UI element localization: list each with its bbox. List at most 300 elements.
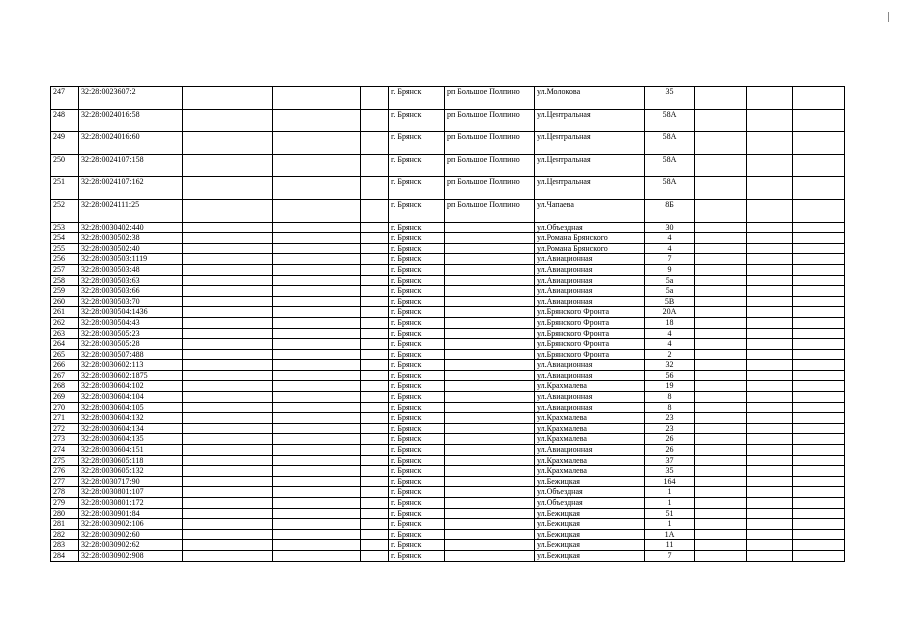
empty-cell [183,476,273,487]
house-number-cell: 7 [645,254,695,265]
row-number-cell: 266 [51,360,79,371]
settlement-cell [445,275,535,286]
street-cell: ул.Авиационная [535,254,645,265]
empty-cell [793,540,845,551]
empty-cell [695,360,747,371]
row-number-cell: 270 [51,402,79,413]
cadastral-number-cell: 32:28:0030604:135 [79,434,183,445]
empty-cell [361,550,389,561]
empty-cell [747,177,793,200]
settlement-cell [445,392,535,403]
empty-cell [793,109,845,132]
empty-cell [361,487,389,498]
empty-cell [273,109,361,132]
empty-cell [361,519,389,530]
settlement-cell [445,360,535,371]
empty-cell [361,349,389,360]
street-cell: ул.Центральная [535,177,645,200]
settlement-cell [445,550,535,561]
empty-cell [793,466,845,477]
empty-cell [273,328,361,339]
cadastral-number-cell: 32:28:0030503:63 [79,275,183,286]
empty-cell [695,392,747,403]
house-number-cell: 23 [645,423,695,434]
settlement-cell [445,254,535,265]
empty-cell [361,540,389,551]
empty-cell [361,199,389,222]
cadastral-number-cell: 32:28:0030502:38 [79,233,183,244]
empty-cell [793,423,845,434]
empty-cell [747,154,793,177]
house-number-cell: 26 [645,434,695,445]
empty-cell [183,508,273,519]
house-number-cell: 20А [645,307,695,318]
empty-cell [695,307,747,318]
street-cell: ул.Авиационная [535,402,645,413]
row-number-cell: 262 [51,317,79,328]
empty-cell [183,360,273,371]
street-cell: ул.Центральная [535,132,645,155]
empty-cell [747,392,793,403]
table-row [51,519,845,530]
cadastral-number-cell: 32:28:0030605:118 [79,455,183,466]
cadastral-number-cell: 32:28:0030504:1436 [79,307,183,318]
empty-cell [273,254,361,265]
empty-cell [695,445,747,456]
empty-cell [747,199,793,222]
table-row [51,199,845,222]
settlement-cell [445,402,535,413]
city-cell: г. Брянск [389,275,445,286]
table-row [51,370,845,381]
empty-cell [273,423,361,434]
row-number-cell: 259 [51,286,79,297]
empty-cell [361,434,389,445]
settlement-cell [445,540,535,551]
settlement-cell [445,349,535,360]
empty-cell [695,154,747,177]
city-cell: г. Брянск [389,132,445,155]
city-cell: г. Брянск [389,466,445,477]
house-number-cell: 2 [645,349,695,360]
empty-cell [361,529,389,540]
empty-cell [183,317,273,328]
empty-cell [793,296,845,307]
table-row [51,529,845,540]
settlement-cell [445,233,535,244]
house-number-cell: 8Б [645,199,695,222]
empty-cell [695,264,747,275]
empty-cell [793,508,845,519]
empty-cell [273,508,361,519]
empty-cell [273,296,361,307]
table-row [51,307,845,318]
house-number-cell: 32 [645,360,695,371]
empty-cell [273,154,361,177]
cadastral-number-cell: 32:28:0030604:105 [79,402,183,413]
house-number-cell: 58А [645,154,695,177]
cadastral-register-table [50,86,845,562]
empty-cell [793,132,845,155]
house-number-cell: 11 [645,540,695,551]
row-number-cell: 256 [51,254,79,265]
street-cell: ул.Чапаева [535,199,645,222]
city-cell: г. Брянск [389,392,445,403]
empty-cell [695,423,747,434]
empty-cell [183,392,273,403]
empty-cell [695,402,747,413]
empty-cell [747,275,793,286]
row-number-cell: 247 [51,87,79,110]
empty-cell [183,296,273,307]
empty-cell [695,87,747,110]
empty-cell [747,339,793,350]
city-cell: г. Брянск [389,550,445,561]
empty-cell [183,109,273,132]
street-cell: ул.Бежицкая [535,508,645,519]
cadastral-number-cell: 32:28:0024016:58 [79,109,183,132]
city-cell: г. Брянск [389,402,445,413]
empty-cell [361,243,389,254]
empty-cell [793,455,845,466]
city-cell: г. Брянск [389,87,445,110]
empty-cell [273,243,361,254]
city-cell: г. Брянск [389,349,445,360]
empty-cell [361,275,389,286]
empty-cell [695,466,747,477]
empty-cell [273,199,361,222]
street-cell: ул.Бежицкая [535,476,645,487]
empty-cell [183,498,273,509]
street-cell: ул.Брянского Фронта [535,349,645,360]
table-row [51,275,845,286]
city-cell: г. Брянск [389,254,445,265]
empty-cell [361,423,389,434]
table-row [51,254,845,265]
empty-cell [361,307,389,318]
row-number-cell: 279 [51,498,79,509]
empty-cell [695,328,747,339]
row-number-cell: 271 [51,413,79,424]
settlement-cell [445,434,535,445]
empty-cell [695,349,747,360]
empty-cell [273,445,361,456]
house-number-cell: 7 [645,550,695,561]
empty-cell [361,413,389,424]
cadastral-number-cell: 32:28:0024107:162 [79,177,183,200]
cadastral-number-cell: 32:28:0030717:90 [79,476,183,487]
house-number-cell: 58А [645,132,695,155]
empty-cell [695,317,747,328]
table-row [51,286,845,297]
cadastral-number-cell: 32:28:0030801:107 [79,487,183,498]
street-cell: ул.Крахмалева [535,455,645,466]
city-cell: г. Брянск [389,508,445,519]
street-cell: ул.Бежицкая [535,529,645,540]
empty-cell [695,233,747,244]
row-number-cell: 280 [51,508,79,519]
empty-cell [361,233,389,244]
row-number-cell: 278 [51,487,79,498]
city-cell: г. Брянск [389,455,445,466]
empty-cell [793,339,845,350]
city-cell: г. Брянск [389,199,445,222]
empty-cell [273,317,361,328]
settlement-cell [445,423,535,434]
empty-cell [747,109,793,132]
city-cell: г. Брянск [389,381,445,392]
empty-cell [793,222,845,233]
cadastral-number-cell: 32:28:0030902:62 [79,540,183,551]
table-row [51,455,845,466]
settlement-cell [445,286,535,297]
empty-cell [183,349,273,360]
empty-cell [183,445,273,456]
table-row [51,177,845,200]
empty-cell [747,540,793,551]
empty-cell [747,233,793,244]
house-number-cell: 8 [645,392,695,403]
empty-cell [361,466,389,477]
table-row [51,508,845,519]
city-cell: г. Брянск [389,445,445,456]
settlement-cell [445,529,535,540]
empty-cell [361,360,389,371]
table-row [51,296,845,307]
street-cell: ул.Авиационная [535,392,645,403]
empty-cell [273,286,361,297]
row-number-cell: 274 [51,445,79,456]
empty-cell [361,87,389,110]
empty-cell [183,275,273,286]
table-row [51,109,845,132]
city-cell: г. Брянск [389,360,445,371]
empty-cell [793,286,845,297]
empty-cell [793,349,845,360]
cadastral-number-cell: 32:28:0030801:172 [79,498,183,509]
row-number-cell: 276 [51,466,79,477]
settlement-cell: рп Большое Полпино [445,199,535,222]
empty-cell [273,529,361,540]
empty-cell [361,264,389,275]
empty-cell [183,87,273,110]
cadastral-number-cell: 32:28:0024016:60 [79,132,183,155]
row-number-cell: 268 [51,381,79,392]
empty-cell [273,349,361,360]
empty-cell [273,455,361,466]
empty-cell [183,455,273,466]
house-number-cell: 164 [645,476,695,487]
street-cell: ул.Романа Брянского [535,233,645,244]
cadastral-number-cell: 32:28:0030503:70 [79,296,183,307]
row-number-cell: 253 [51,222,79,233]
empty-cell [747,317,793,328]
empty-cell [183,154,273,177]
house-number-cell: 8 [645,402,695,413]
cadastral-number-cell: 32:28:0024111:25 [79,199,183,222]
empty-cell [361,370,389,381]
settlement-cell: рп Большое Полпино [445,154,535,177]
cadastral-number-cell: 32:28:0030602:113 [79,360,183,371]
empty-cell [361,154,389,177]
empty-cell [273,360,361,371]
empty-cell [273,466,361,477]
empty-cell [183,529,273,540]
table-row [51,392,845,403]
street-cell: ул.Авиационная [535,370,645,381]
city-cell: г. Брянск [389,307,445,318]
empty-cell [273,177,361,200]
table-row [51,413,845,424]
street-cell: ул.Авиационная [535,264,645,275]
empty-cell [183,413,273,424]
house-number-cell: 26 [645,445,695,456]
row-number-cell: 260 [51,296,79,307]
row-number-cell: 258 [51,275,79,286]
cadastral-number-cell: 32:28:0030504:43 [79,317,183,328]
row-number-cell: 261 [51,307,79,318]
empty-cell [695,286,747,297]
empty-cell [747,423,793,434]
empty-cell [361,498,389,509]
empty-cell [695,275,747,286]
row-number-cell: 283 [51,540,79,551]
table-row [51,402,845,413]
empty-cell [361,317,389,328]
empty-cell [747,243,793,254]
cadastral-number-cell: 32:28:0023607:2 [79,87,183,110]
city-cell: г. Брянск [389,434,445,445]
table-row [51,466,845,477]
empty-cell [793,434,845,445]
cadastral-number-cell: 32:28:0030901:84 [79,508,183,519]
house-number-cell: 9 [645,264,695,275]
empty-cell [793,264,845,275]
empty-cell [361,381,389,392]
settlement-cell [445,264,535,275]
empty-cell [273,339,361,350]
table-row [51,243,845,254]
empty-cell [793,498,845,509]
table-row [51,222,845,233]
cadastral-number-cell: 32:28:0030402:440 [79,222,183,233]
cadastral-number-cell: 32:28:0030902:106 [79,519,183,530]
empty-cell [361,296,389,307]
empty-cell [747,487,793,498]
empty-cell [747,349,793,360]
page-edge-mark [888,12,889,22]
cadastral-number-cell: 32:28:0030604:102 [79,381,183,392]
empty-cell [361,328,389,339]
empty-cell [695,550,747,561]
empty-cell [695,370,747,381]
empty-cell [747,328,793,339]
empty-cell [747,466,793,477]
empty-cell [273,498,361,509]
settlement-cell: рп Большое Полпино [445,177,535,200]
city-cell: г. Брянск [389,328,445,339]
empty-cell [695,487,747,498]
empty-cell [183,381,273,392]
table-row [51,498,845,509]
empty-cell [793,392,845,403]
row-number-cell: 272 [51,423,79,434]
row-number-cell: 265 [51,349,79,360]
empty-cell [273,413,361,424]
row-number-cell: 281 [51,519,79,530]
empty-cell [793,413,845,424]
house-number-cell: 5а [645,286,695,297]
street-cell: ул.Крахмалева [535,423,645,434]
empty-cell [183,423,273,434]
house-number-cell: 58А [645,177,695,200]
street-cell: ул.Бежицкая [535,519,645,530]
empty-cell [695,381,747,392]
empty-cell [695,296,747,307]
cadastral-number-cell: 32:28:0024107:158 [79,154,183,177]
empty-cell [361,476,389,487]
cadastral-number-cell: 32:28:0030604:132 [79,413,183,424]
empty-cell [183,177,273,200]
settlement-cell [445,317,535,328]
settlement-cell [445,328,535,339]
empty-cell [793,254,845,265]
empty-cell [361,402,389,413]
empty-cell [361,508,389,519]
street-cell: ул.Крахмалева [535,466,645,477]
table-row [51,87,845,110]
cadastral-number-cell: 32:28:0030604:104 [79,392,183,403]
empty-cell [793,476,845,487]
house-number-cell: 35 [645,466,695,477]
empty-cell [273,392,361,403]
street-cell: ул.Романа Брянского [535,243,645,254]
street-cell: ул.Объездная [535,498,645,509]
empty-cell [183,254,273,265]
empty-cell [747,360,793,371]
city-cell: г. Брянск [389,296,445,307]
table-row [51,154,845,177]
empty-cell [273,132,361,155]
street-cell: ул.Бежицкая [535,540,645,551]
house-number-cell: 19 [645,381,695,392]
city-cell: г. Брянск [389,413,445,424]
street-cell: ул.Брянского Фронта [535,307,645,318]
empty-cell [695,529,747,540]
cadastral-number-cell: 32:28:0030902:60 [79,529,183,540]
city-cell: г. Брянск [389,487,445,498]
table-row [51,360,845,371]
row-number-cell: 250 [51,154,79,177]
cadastral-number-cell: 32:28:0030902:908 [79,550,183,561]
empty-cell [361,286,389,297]
table-row [51,445,845,456]
city-cell: г. Брянск [389,222,445,233]
house-number-cell: 56 [645,370,695,381]
table-row [51,487,845,498]
table-row [51,540,845,551]
house-number-cell: 51 [645,508,695,519]
empty-cell [183,519,273,530]
empty-cell [793,402,845,413]
settlement-cell [445,296,535,307]
empty-cell [361,222,389,233]
cadastral-number-cell: 32:28:0030604:151 [79,445,183,456]
table-row [51,132,845,155]
empty-cell [747,381,793,392]
city-cell: г. Брянск [389,233,445,244]
street-cell: ул.Центральная [535,109,645,132]
